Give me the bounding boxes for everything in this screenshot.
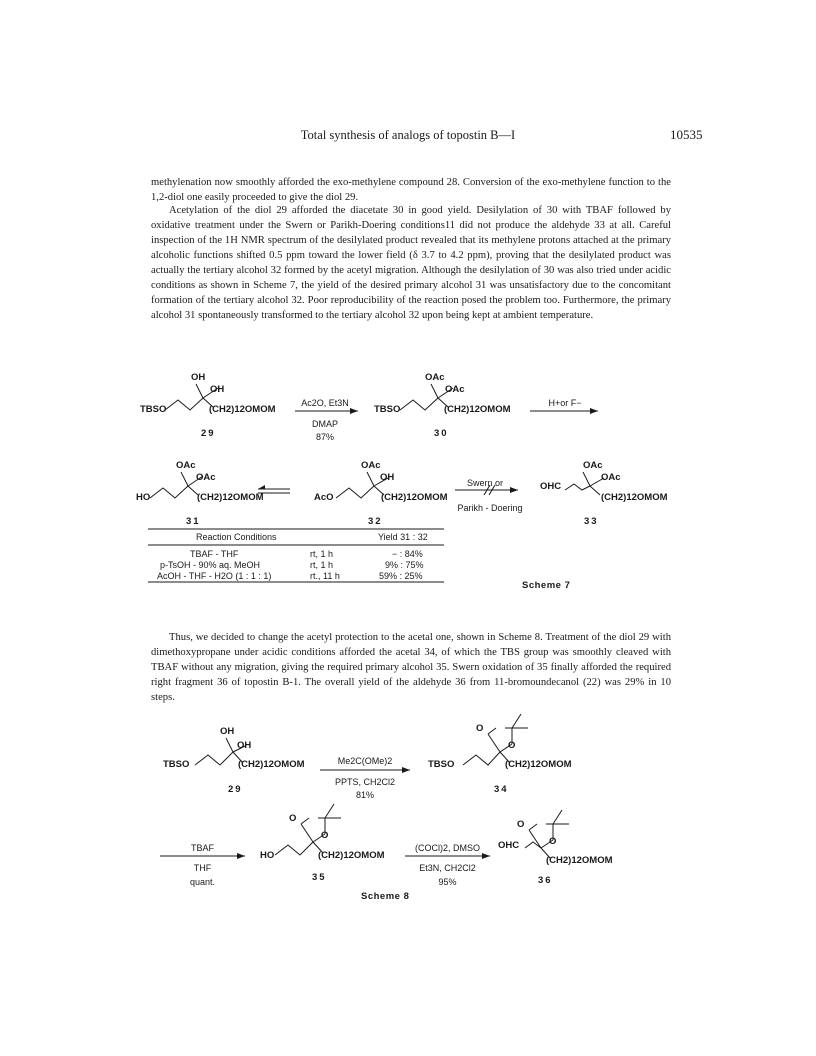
table-cell: p-TsOH - 90% aq. MeOH (160, 560, 261, 570)
oh-label: OH (191, 372, 206, 383)
compound-number-35: 35 (312, 872, 327, 883)
chain-label: (CH2)12OMOM (197, 492, 264, 503)
o-label: O (508, 740, 516, 751)
paragraph-3: Thus, we decided to change the acetyl protection to the acetal one, shown in Scheme 8. Treatment of the diol 29 with dimethoxypropane under acidic conditions afforded the acetal 34, of which the TBS group was smoothly cleaved with TBAF without any migration, giving the required primary alcohol 35. Swern oxidation of 35 finally afforded the required right fragment 36 of topostin B-1. The overall yield of the aldehyde 36 from 11-bromoundecanol (22) was 29% in 10 steps. (151, 632, 671, 703)
aco-label: AcO (314, 492, 334, 503)
page-number: 10535 (670, 127, 703, 142)
ohc-label: OHC (540, 481, 562, 492)
chain-label: (CH2)12OMOM (546, 855, 613, 866)
table-cell: 59% : 25% (379, 571, 423, 581)
table-cell: rt, 1 h (310, 549, 334, 559)
scheme-8-label: Scheme 8 (361, 891, 410, 902)
yield-label: quant. (189, 877, 216, 887)
compound-number-32: 32 (368, 516, 383, 527)
yield-label: 95% (438, 877, 457, 887)
reagent-above: Me2C(OMe)2 (337, 756, 393, 766)
o-label: O (476, 723, 484, 734)
table-cell: − : 84% (392, 549, 423, 559)
tbso-label: TBSO (374, 404, 401, 415)
yield-label: 81% (355, 790, 374, 800)
o-label: O (549, 836, 557, 847)
oac-label: OAc (601, 472, 621, 483)
ohc-label: OHC (498, 840, 520, 851)
oh-label: OH (220, 726, 235, 737)
compound-number-33: 33 (584, 516, 599, 527)
tbso-label: TBSO (163, 759, 190, 770)
reagent-above: TBAF (190, 843, 214, 853)
chain-label: (CH2)12OMOM (318, 850, 385, 861)
oh-label: OH (210, 384, 225, 395)
table-cell: 9% : 75% (385, 560, 424, 570)
scheme-7-label: Scheme 7 (522, 580, 571, 591)
compound-number-34: 34 (494, 784, 509, 795)
yield-label: 87% (315, 432, 334, 442)
o-label: O (289, 813, 297, 824)
oac-label: OAc (176, 460, 196, 471)
table-header-yield: Yield 31 : 32 (378, 532, 428, 542)
compound-number-29: 29 (228, 784, 243, 795)
reagent-below: PPTS, CH2Cl2 (334, 777, 396, 787)
reagent-above: Ac2O, Et3N (301, 398, 349, 408)
table-cell: rt, 1 h (310, 560, 334, 570)
compound-number-31: 31 (186, 516, 201, 527)
tbso-label: TBSO (428, 759, 455, 770)
tbso-label: TBSO (140, 404, 167, 415)
o-label: O (517, 819, 525, 830)
oac-label: OAc (445, 384, 465, 395)
reagent-below: Parikh - Doering (457, 503, 523, 513)
oac-label: OAc (361, 460, 381, 471)
oh-label: OH (380, 472, 395, 483)
reagent-below: Et3N, CH2Cl2 (419, 863, 476, 873)
paragraph-2: Acetylation of the diol 29 afforded the diacetate 30 in good yield. Desilylation of 30 with TBAF followed by oxidative treatment under the Swern or Parikh-Doering conditions11 did not produce the aldehyde 33 at all. Careful inspection of the 1H NMR spectrum of the desilylated product revealed that its methylene protons attached at the primary alcoholic functions shifted 0.5 ppm toward the lower field (δ 3.7 to 4.2 ppm), proving that the desilylated product was actually the tertiary alcohol 32 formed by the acetyl migration. Although the desilylation of 30 was also tried under acidic conditions as shown in Scheme 7, the yield of the desired primary alcohol 31 was unsatisfactory due to the concomitant formation of the tertiary alcohol 32. Poor reproducibility of the reaction posed the problem too. Furthermore, the primary alcohol 31 spontaneously transformed to the tertiary alcohol 32 upon being kept at ambient temperature. (151, 205, 671, 321)
chain-label: (CH2)12OMOM (444, 404, 511, 415)
chain-label: (CH2)12OMOM (238, 759, 305, 770)
table-cell: rt., 11 h (310, 571, 340, 581)
oac-label: OAc (583, 460, 603, 471)
chain-label: (CH2)12OMOM (381, 492, 448, 503)
compound-number-30: 30 (434, 428, 449, 439)
ho-label: HO (260, 850, 275, 861)
table-cell: AcOH - THF - H2O (1 : 1 : 1) (157, 571, 272, 581)
compound-number-29: 29 (201, 428, 216, 439)
reagent-above: (COCl)2, DMSO (415, 843, 480, 853)
ho-label: HO (136, 492, 151, 503)
chain-label: (CH2)12OMOM (505, 759, 572, 770)
chain-label: (CH2)12OMOM (601, 492, 668, 503)
oac-label: OAc (196, 472, 216, 483)
table-cell: TBAF - THF (190, 549, 239, 559)
compound-number-36: 36 (538, 875, 553, 886)
reagent-below: THF (193, 863, 212, 873)
reagent-above: Swern or (466, 478, 503, 488)
chain-label: (CH2)12OMOM (209, 404, 276, 415)
running-title: Total synthesis of analogs of topostin B—I (300, 128, 516, 142)
reagent-below: DMAP (311, 419, 338, 429)
oac-label: OAc (425, 372, 445, 383)
table-header-conditions: Reaction Conditions (196, 532, 277, 542)
reagent-above: H+or F− (548, 398, 582, 408)
paragraph-1: methylenation now smoothly afforded the exo-methylene compound 28. Conversion of the exo-methylene function to the 1,2-diol one easily proceeded to give the diol 29. (151, 177, 671, 203)
o-label: O (321, 830, 329, 841)
oh-label: OH (237, 740, 252, 751)
